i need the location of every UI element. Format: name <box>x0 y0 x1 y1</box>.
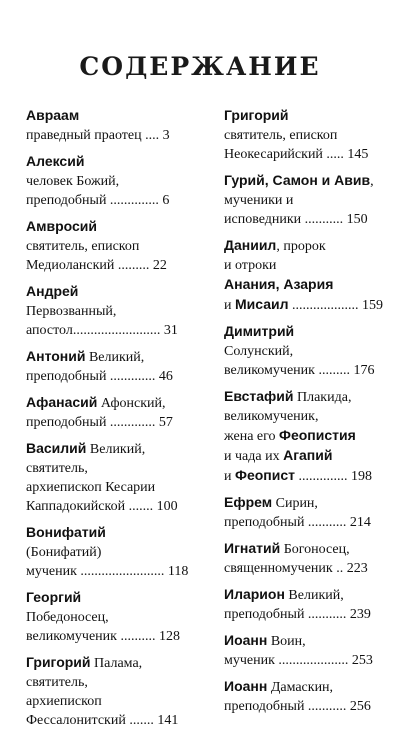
toc-entry[interactable] <box>26 347 206 386</box>
saint-name: Анания, Азария <box>224 276 334 292</box>
saint-name: Афанасий <box>26 394 98 410</box>
toc-entry[interactable] <box>224 322 376 380</box>
toc-entry-line <box>26 126 206 145</box>
entry-text: , <box>370 174 374 189</box>
toc-entry[interactable] <box>224 539 376 578</box>
toc-entry-line <box>26 543 206 562</box>
toc-entry[interactable] <box>224 106 376 164</box>
entry-text: преподобный .............. 6 <box>26 193 170 208</box>
toc-entry[interactable] <box>224 387 376 486</box>
entry-text: Великий, <box>284 588 344 603</box>
toc-entry-line <box>26 152 206 172</box>
saint-name: Антоний <box>26 348 86 364</box>
toc-entry-line <box>224 256 376 275</box>
toc-entry-line <box>26 523 206 543</box>
entry-text: праведный праотец .... 3 <box>26 128 170 143</box>
toc-entry-line <box>224 651 376 670</box>
toc-entry-line <box>224 236 376 256</box>
entry-text: и <box>224 298 235 313</box>
entry-text: святитель, <box>26 675 88 690</box>
entry-text: и <box>224 469 235 484</box>
entry-text: великомученик .......... 128 <box>26 629 180 644</box>
saint-name: Георгий <box>26 589 82 605</box>
entry-text: мученики и <box>224 193 294 208</box>
toc-entry-line <box>224 407 376 426</box>
toc-entry-line <box>224 697 376 716</box>
toc-entry-line <box>224 361 376 380</box>
saint-name: Иларион <box>224 586 285 602</box>
entry-text: архиепископ Кесарии <box>26 480 156 495</box>
entry-text: и чада их <box>224 449 284 464</box>
toc-entry[interactable] <box>224 236 384 315</box>
toc-entry-line <box>224 585 376 605</box>
toc-entry-line <box>224 631 376 651</box>
entry-text: Медиоланский ......... 22 <box>26 258 167 273</box>
toc-entry[interactable] <box>26 106 206 145</box>
toc-entry-line <box>224 275 376 295</box>
entry-text: преподобный ........... 256 <box>224 699 371 714</box>
saint-name: Андрей <box>26 283 79 299</box>
toc-entry-line <box>224 513 376 532</box>
entry-text: апостол......................... 31 <box>26 323 178 338</box>
entry-text: великомученик, <box>224 409 319 424</box>
toc-entry-line <box>224 605 376 624</box>
entry-text: и отроки <box>224 258 277 273</box>
toc-entry-line <box>224 539 376 559</box>
entry-text: Первозванный, <box>26 304 117 319</box>
saint-name: Иоанн <box>224 632 268 648</box>
toc-entry-line <box>26 172 206 191</box>
saint-name: Игнатий <box>224 540 281 556</box>
saint-name: Агапий <box>283 447 333 463</box>
entry-text: Палама, <box>90 656 143 671</box>
entry-text: Богоносец, <box>280 542 350 557</box>
toc-entry[interactable] <box>224 631 376 670</box>
toc-entry[interactable] <box>224 171 376 229</box>
entry-text: .............. 198 <box>295 469 372 484</box>
toc-entry-line <box>26 562 206 581</box>
toc-entry-line <box>26 106 206 126</box>
entry-text: Каппадокийской ....... 100 <box>26 499 178 514</box>
toc-entry-line <box>224 145 376 164</box>
entry-text: Воин, <box>267 634 306 649</box>
entry-text: человек Божий, <box>26 174 120 189</box>
toc-entry[interactable] <box>224 585 376 624</box>
toc-entry-line <box>26 673 206 692</box>
toc-entry-line <box>26 692 206 711</box>
toc-entry-line <box>224 106 376 126</box>
entry-text: архиепископ <box>26 694 102 709</box>
toc-entry-line <box>26 497 206 516</box>
entry-text: святитель, епископ <box>224 128 338 143</box>
toc-entry-line <box>224 295 384 315</box>
saint-name: Иоанн <box>224 678 268 694</box>
toc-column-left <box>26 106 206 737</box>
entry-text: Дамаскин, <box>267 680 334 695</box>
toc-entry-line <box>26 459 206 478</box>
toc-entry-line <box>26 367 206 386</box>
toc-entry-line <box>224 493 376 513</box>
saint-name: Феопистия <box>279 427 356 443</box>
toc-entry[interactable] <box>26 523 206 581</box>
toc-entry[interactable] <box>26 439 206 516</box>
toc-entry-line <box>224 342 376 361</box>
entry-text: ................... 159 <box>288 298 384 313</box>
toc-entry-line <box>26 282 206 302</box>
toc-entry-line <box>26 588 206 608</box>
toc-entry-line <box>224 466 376 486</box>
toc-entry-line <box>224 191 376 210</box>
saint-name: Василий <box>26 440 87 456</box>
page-title: СОДЕРЖАНИЕ <box>79 52 321 81</box>
saint-name: Алексий <box>26 153 85 169</box>
toc-entry-line <box>26 191 206 210</box>
toc-entry-line <box>224 210 376 229</box>
toc-entry-line <box>224 126 376 145</box>
entry-text: Афонский, <box>97 396 166 411</box>
entry-text: Фессалонитский ....... 141 <box>26 713 179 728</box>
entry-text: святитель, епископ <box>26 239 140 254</box>
saint-name: Вонифатий <box>26 524 106 540</box>
toc-entry-line <box>224 446 376 466</box>
toc-entry-line <box>26 347 206 367</box>
entry-text: (Бонифатий) <box>26 545 102 560</box>
saint-name: Григорий <box>26 654 91 670</box>
toc-entry-line <box>26 256 206 275</box>
toc-entry-line <box>224 426 376 446</box>
entry-text: мученик .................... 253 <box>224 653 373 668</box>
toc-entry[interactable] <box>26 653 206 730</box>
saint-name: Евстафий <box>224 388 294 404</box>
toc-entry-line <box>224 559 376 578</box>
saint-name: Авраам <box>26 107 80 123</box>
toc-entry-line <box>224 322 376 342</box>
entry-text: Великий, <box>85 350 145 365</box>
entry-text: Сирин, <box>272 496 318 511</box>
toc-entry-line <box>26 627 206 646</box>
entry-text: преподобный ........... 214 <box>224 515 371 530</box>
entry-text: преподобный ........... 239 <box>224 607 371 622</box>
toc-entry[interactable] <box>224 493 376 532</box>
saint-name: Гурий, Самон и Авив <box>224 172 371 188</box>
toc-entry[interactable] <box>26 217 206 275</box>
toc-entry-line <box>26 217 206 237</box>
toc-entry-line <box>224 171 376 191</box>
saint-name: Ефрем <box>224 494 273 510</box>
entry-text: преподобный ............. 57 <box>26 415 173 430</box>
entry-text: мученик ........................ 118 <box>26 564 189 579</box>
entry-text: , пророк <box>276 239 326 254</box>
toc-entry-line <box>224 387 376 407</box>
toc-entry-line <box>26 321 206 340</box>
saint-name: Амвросий <box>26 218 97 234</box>
toc-entry-line <box>26 413 206 432</box>
saint-name: Димитрий <box>224 323 295 339</box>
toc-entry-line <box>26 393 206 413</box>
toc-entry-line <box>26 237 206 256</box>
entry-text: преподобный ............. 46 <box>26 369 173 384</box>
saint-name: Григорий <box>224 107 289 123</box>
toc-entry-line <box>26 439 206 459</box>
toc-entry[interactable] <box>26 393 206 432</box>
entry-text: святитель, <box>26 461 88 476</box>
entry-text: Победоносец, <box>26 610 109 625</box>
toc-entry-line <box>26 478 206 497</box>
entry-text: Неокесарийский ..... 145 <box>224 147 369 162</box>
entry-text: Великий, <box>86 442 146 457</box>
toc-entry[interactable] <box>26 152 206 210</box>
toc-entry-line <box>224 677 376 697</box>
toc-entry-line <box>26 653 206 673</box>
toc-entry[interactable] <box>224 677 376 716</box>
entry-text: Солунский, <box>224 344 294 359</box>
toc-entry[interactable] <box>26 282 206 340</box>
entry-text: Плакида, <box>293 390 352 405</box>
toc-column-right <box>224 106 384 723</box>
entry-text: жена его <box>224 429 280 444</box>
toc-entry-line <box>26 711 206 730</box>
saint-name: Даниил <box>224 237 277 253</box>
saint-name: Феопист <box>235 467 295 483</box>
saint-name: Мисаил <box>235 296 289 312</box>
entry-text: священномученик .. 223 <box>224 561 368 576</box>
toc-entry-line <box>26 302 206 321</box>
toc-entry-line <box>26 608 206 627</box>
toc-entry[interactable] <box>26 588 206 646</box>
entry-text: великомученик ......... 176 <box>224 363 375 378</box>
entry-text: исповедники ........... 150 <box>224 212 368 227</box>
